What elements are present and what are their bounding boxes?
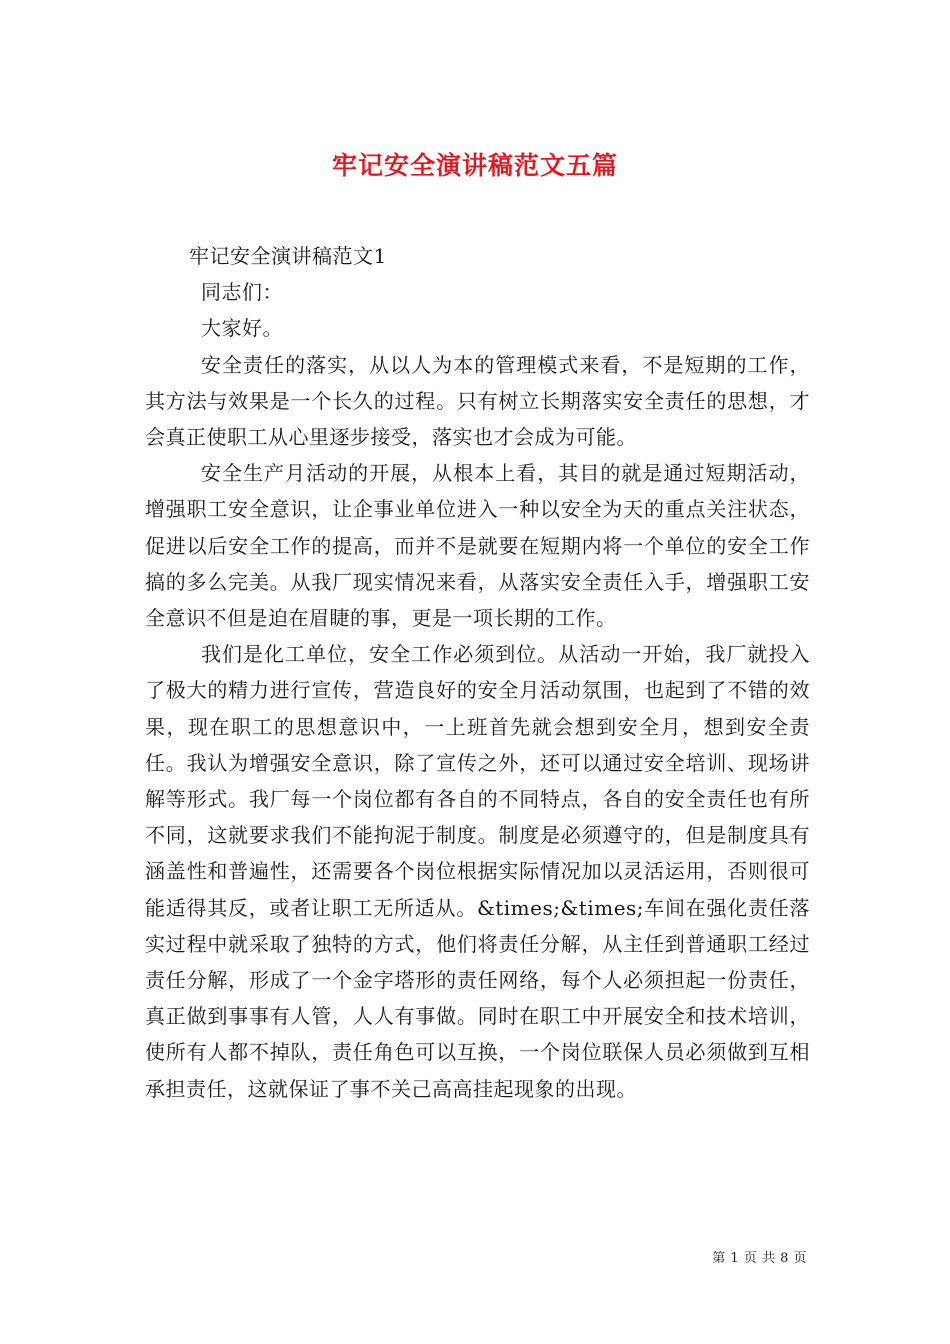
greeting: 大家好。 xyxy=(201,316,283,341)
paragraph: 安全生产月活动的开展，从根本上看，其目的就是通过短期活动，增强职工安全意识，让企事业单位进入一种以安全为天的重点关注状态，促进以后安全工作的提高，而并不是就要在短期内将一个单位的安全工作搞的多么完美。从我厂现实情况来看，从落实安全责任入手，增强职工安全意识不但是迫在眉睫的事，更是一项长期的工作。 xyxy=(145,461,810,631)
page-number-footer: 第 1 页 共 8 页 xyxy=(712,1251,807,1266)
salutation: 同志们： xyxy=(201,280,283,305)
section-heading: 牢记安全演讲稿范文1 xyxy=(189,244,387,268)
document-body xyxy=(145,238,810,1107)
paragraph: 我们是化工单位，安全工作必须到位。从活动一开始，我厂就投入了极大的精力进行宣传，营造良好的安全月活动氛围，也起到了不错的效果，现在职工的思想意识中，一上班首先就会想到安全月，想到安全责任。我认为增强安全意识，除了宣传之外，还可以通过安全培训、现场讲解等形式。我厂每一个岗位都有各自的不同特点，各自的安全责任也有所不同，这就要求我们不能拘泥于制度。制度是必须遵守的，但是制度具有涵盖性和普遍性，还需要各个岗位根据实际情况加以灵活运用，否则很可能适得其反，或者让职工无所适从。&times;&times;车间在强化责任落实过程中就采取了独特的方式，他们将责任分解，从主任到普通职工经过责任分解，形成了一个金字塔形的责任网络，每个人必须担起一份责任，真正做到事事有人管，人人有事做。同时在职工中开展安全和技术培训，使所有人都不掉队，责任角色可以互换，一个岗位联保人员必须做到互相承担责任，这就保证了事不关己高高挂起现象的出现。 xyxy=(145,642,810,1101)
document-title: 牢记安全演讲稿范文五篇 xyxy=(331,150,618,180)
paragraph: 安全责任的落实，从以人为本的管理模式来看，不是短期的工作，其方法与效果是一个长久的过程。只有树立长期落实安全责任的思想，才会真正使职工从心里逐步接受，落实也才会成为可能。 xyxy=(145,352,810,450)
